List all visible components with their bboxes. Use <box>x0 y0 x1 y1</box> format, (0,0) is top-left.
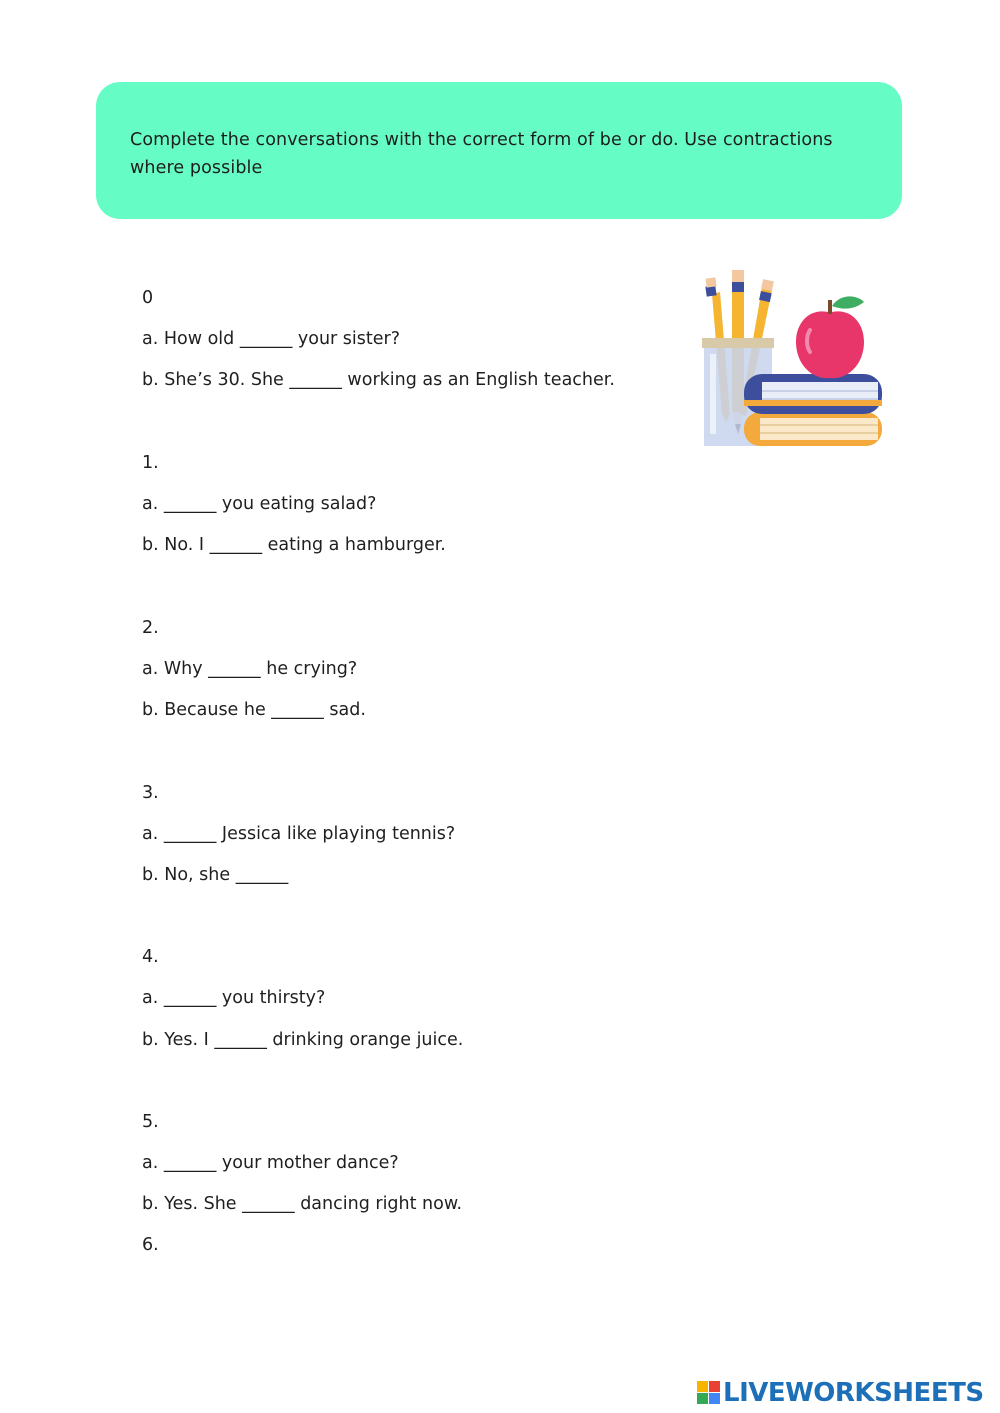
question-line: a. ______ you thirsty? <box>142 988 326 1008</box>
logo-text: LIVEWORKSHEETS <box>723 1378 984 1408</box>
answer-line: b. No. I ______ eating a hamburger. <box>142 535 446 555</box>
answer-line: b. No, she ______ <box>142 865 289 885</box>
item-number: 3. <box>142 783 159 803</box>
question-line: a. ______ your mother dance? <box>142 1153 399 1173</box>
logo-mark-icon <box>697 1381 721 1405</box>
answer-line: b. Yes. I ______ drinking orange juice. <box>142 1030 464 1050</box>
liveworksheets-logo <box>697 1376 997 1410</box>
instructions-text: Complete the conversations with the correct form of be or do. Use contractions where possible <box>130 130 833 178</box>
question-line: a. Why ______ he crying? <box>142 659 358 679</box>
instructions-banner <box>96 82 902 219</box>
answer-line: b. She’s 30. She ______ working as an English teacher. <box>142 370 615 390</box>
item-number: 2. <box>142 618 159 638</box>
answer-line: b. Because he ______ sad. <box>142 700 366 720</box>
item-number: 0 <box>142 288 154 308</box>
books-icon <box>744 374 882 446</box>
apple-icon <box>796 296 864 378</box>
item-number: 5. <box>142 1112 159 1132</box>
question-line: a. ______ you eating salad? <box>142 494 377 514</box>
question-line: a. How old ______ your sister? <box>142 329 401 349</box>
item-number: 4. <box>142 947 159 967</box>
item-number: 6. <box>142 1235 159 1255</box>
answer-line: b. Yes. She ______ dancing right now. <box>142 1194 463 1214</box>
question-line: a. ______ Jessica like playing tennis? <box>142 824 456 844</box>
item-number: 1. <box>142 453 159 473</box>
school-supplies-icon <box>700 264 884 450</box>
